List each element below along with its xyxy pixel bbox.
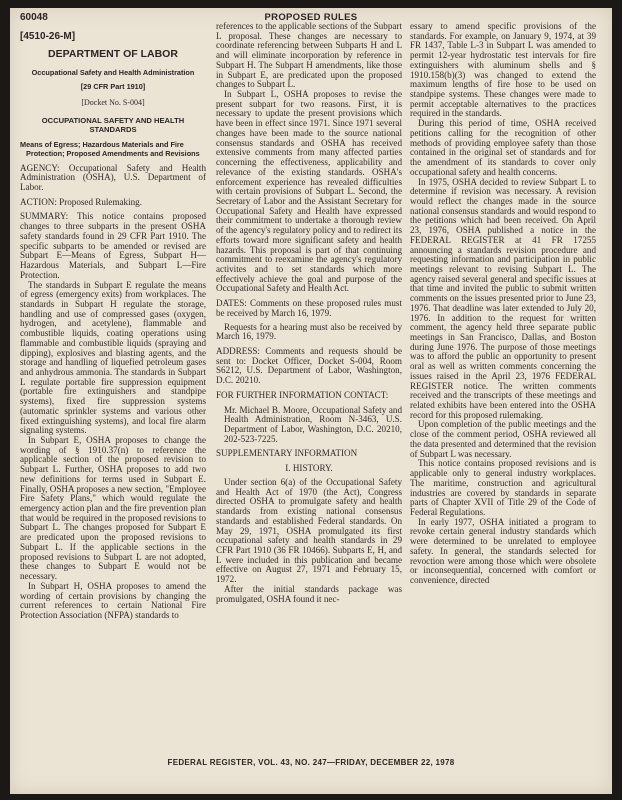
paragraph: In 1975, OSHA decided to review Subpart L to determine if revision was necessary. A revision would reflect the changes made in the source national consensus standards and would respond to the petitions which had been received. On April 23, 1976, OSHA published a notice in the FEDERAL REGISTER at 41 FR 17255 announcing a standards revision procedure and requesting information and participation in public meetings relevant to revising Subpart L. The agency raised several general and specific issues at that time and invited the public to submit written comments on the issues presented prior to June 23, 1976. That deadline was later extended to July 20, 1976. In addition to the request for written comment, the agency held three separate public meetings in San Francisco, Dallas, and Boston during June 1976. The purpose of those meetings was to afford the public an opportunity to present oral as well as written comments concerning the issues raised in the April 23, 1976 FEDERAL REGISTER notice. The written comments received and the transcripts of these meetings and related exhibits have been entered into the OSHA record for this proposed rulemaking. <box>410 176 596 420</box>
paragraph: In Subpart L, OSHA proposes to revise the present subpart for two reasons. First, it is necessary to update the present provisions which have been in effect since 1971. Since 1971 several changes have been made to the source national consensus standards and OSHA has received extensive comments from many affected parties concerning the effectiveness, applicability and relevance of the existing standards. OSHA's enforcement experience has revealed difficulties with certain provisions of Subpart L. Second, the Secretary of Labor and the Assistant Secretary for Occupational Safety and Health have expressed their commitment to undertake a thorough review of the agency's regulatory policy and to redirect its efforts toward more significant safety and health hazards. This proposal is part of that continuing commitment to reexamine the agency's regulatory activites and to set standards which more effectively achieve the goal and purpose of the Occupational Safety and Health Act. <box>216 89 402 294</box>
agency-paragraph: AGENCY: Occupational Safety and Health Administration (OSHA), U.S. Department of Labor. <box>20 162 206 193</box>
address-paragraph: ADDRESS: Comments and requests should be sent to: Docket Officer, Docket S-004, Room S6212, U.S. Department of Labor, Washington, D.C. 20210. <box>216 346 402 386</box>
paragraph: During this period of time, OSHA received petitions calling for the recognition of other methods of providing employee safety than those contained in the original set of standards and for the amendment of its standards to cover only occupational safety and health concerns. <box>410 118 596 177</box>
subject-line: Means of Egress; Hazardous Materials and Fire Protection; Proposed Amendments and Revisions <box>20 139 200 158</box>
column-3 <box>410 22 596 586</box>
paragraph: essary to amend specific provisions of the standards. For example, on January 9, 1974, at 39 FR 1437, Table L-3 in Subpart L was amended to permit 12-year hydrostatic test intervals for fire extinguishers with aluminum shells and § 1910.158(b)(3) was changed to extend the maximum lengths of fire hose to be used on standpipe systems. These changes were made to permit acceptable alternatives to the practices required in the standards. <box>410 21 596 119</box>
cfr-reference: [29 CFR Part 1910] <box>80 82 146 92</box>
supplementary-heading: SUPPLEMENTARY INFORMATION <box>216 448 358 459</box>
paragraph: Upon completion of the public meetings and the close of the comment period, OSHA reviewed all the data presented and determined that the revision of Subpart L was necessary. <box>410 419 596 459</box>
page-footer: FEDERAL REGISTER, VOL. 43, NO. 247—FRIDAY, DECEMBER 22, 1978 <box>167 758 455 767</box>
column-1 <box>20 26 206 621</box>
column-2 <box>216 22 402 604</box>
paragraph: The standards in Subpart E regulate the means of egress (emergency exits) from workplaces. The standards in Subpart H regulate the storage, handling and use of compressed gases (oxygen, hydrogen, and acetylene), flammable and combustible liquids, coating operations using flammable and combustible liquids (spraying and dipping), explosives and blasting agents, and the storage and handling of liquefied petroleum gases and anhydrous ammonia. The standards in Subpart L regulate portable fire suppression equipment (portable fire extinguishers and standpipe systems), fixed fire suppression systems (automatic sprinkler systems and various other fixed extinguishing systems), and local fire alarm signaling systems. <box>20 279 206 436</box>
summary-paragraph: SUMMARY: This notice contains proposed changes to three subparts in the present OSHA safety standards found in 29 CFR Part 1910. The specific subparts to be amended or revised are Subpart E—Means of Egress, Subpart H—Hazardous Materials, and Subpart L—Fire Protection. <box>20 211 206 280</box>
section-header: PROPOSED RULES <box>264 12 358 23</box>
standards-title: OCCUPATIONAL SAFETY AND HEALTH STANDARDS <box>41 115 185 134</box>
contact-paragraph: Mr. Michael B. Moore, Occupational Safety and Health Administration, Room N-3463, U.S. Department of Labor, Washington, D.C. 20210, 202-523-7225. <box>224 404 402 444</box>
docket-number: [Docket No. S-004] <box>81 97 145 107</box>
page-number: 60048 <box>20 12 48 23</box>
document-page <box>10 8 612 794</box>
paragraph: After the initial standards package was promulgated, OSHA found it nec- <box>216 583 402 604</box>
dates-paragraph: DATES: Comments on these proposed rules must be received by March 16, 1979. <box>216 298 402 318</box>
paragraph: This notice contains proposed revisions and is applicable only to general industry workplaces. The maritime, construction and agricultural industries are covered by standards in separate parts of Chapter XVII of Title 29 of the Code of Federal Regulations. <box>410 458 596 517</box>
paragraph: In Subpart E, OSHA proposes to change the wording of § 1910.37(n) to reference the applicable section of the proposed revision to Subpart L. Further, OSHA proposes to add two new definitions for terms used in Subpart E. Finally, OSHA proposes a new section, "Employee Fire Safety Plans," which would regulate the emergency action plan and the fire prevention plan that would be required in the proposed revisions to Subpart L. The changes proposed for Subpart E are predicated upon the proposed revisions to Subpart L. If the applicable sections in the proposed revisions to Subpart L are not adopted, these changes to Subpart E would not be necessary. <box>20 435 206 582</box>
paragraph: In Subpart H, OSHA proposes to amend the wording of certain provisions by changing the current references to certain National Fire Protection Association (NFPA) standards to <box>20 580 206 620</box>
action-paragraph: ACTION: Proposed Rulemaking. <box>20 196 142 207</box>
department-heading: DEPARTMENT OF LABOR <box>48 47 178 60</box>
history-heading: I. HISTORY. <box>285 463 333 474</box>
hearing-paragraph: Requests for a hearing must also be received by March 16, 1979. <box>216 321 402 342</box>
contact-heading: FOR FURTHER INFORMATION CONTACT: <box>216 389 389 400</box>
paragraph: Under section 6(a) of the Occupational Safety and Health Act of 1970 (the Act), Congress directed OSHA to promulgate safety and health standards from existing national consensus standards and established Federal standards. On May 29, 1971, OSHA promulgated its first occupational safety and health standards in 29 CFR Part 1910 (36 FR 10466). Subparts E, H, and L were included in this publication and became effective on August 27, 1971 and February 15, 1972. <box>216 476 402 585</box>
agency-id: [4510-26-M] <box>20 31 76 42</box>
administration-heading: Occupational Safety and Health Administration <box>31 68 195 78</box>
paragraph: references to the applicable sections of the Subpart L proposal. These changes are necessary to coordinate referencing between Subparts H and L and will eliminate incorporation by reference in Subpart H. The Subpart H amendments, like those in Subpart E, are predicated upon the proposed changes to Subpart L. <box>216 21 402 90</box>
paragraph: In early 1977, OSHA initiated a program to revoke certain general industry standards which were determined to be unrelated to employee safety. In general, the standards selected for revoction were among those which were obsolete or inconsequential, concerned with comfort or convenience, directed <box>410 516 596 585</box>
